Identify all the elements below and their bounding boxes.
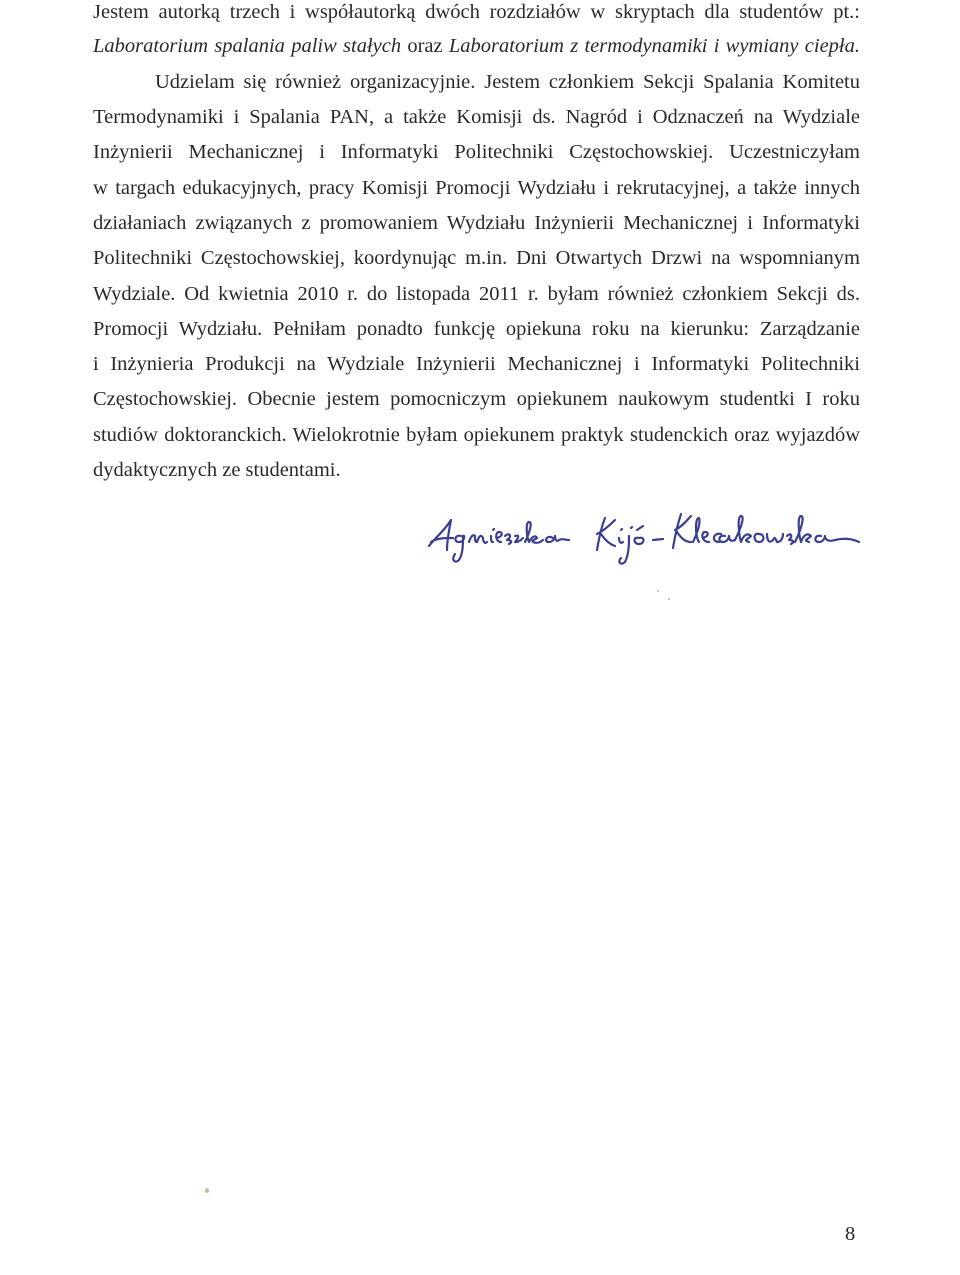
page-number: 8 — [845, 1223, 856, 1245]
text-line-3: Udzielam się również organizacyjnie. Jestem członkiem Sekcji Spalania Komitetu — [155, 71, 860, 93]
text-line-4: Termodynamiki i Spalania PAN, a także Komisji ds. Nagród i Odznaczeń na Wydziale — [93, 106, 860, 128]
scan-speck — [657, 590, 659, 592]
text-line-12: Częstochowskiej. Obecnie jestem pomocniczym opiekunem naukowym studentki I roku — [93, 388, 860, 410]
text-line-1: Jestem autorką trzech i współautorką dwóch rozdziałów w skryptach dla studentów pt.: — [93, 1, 860, 23]
text-line-7: działaniach związanych z promowaniem Wydziału Inżynierii Mechanicznej i Informatyki — [93, 212, 860, 234]
text-line-8: Politechniki Częstochowskiej, koordynując m.in. Dni Otwartych Drzwi na wspomnianym — [93, 247, 860, 269]
title-connector: oraz — [401, 35, 449, 57]
text-line-9: Wydziale. Od kwietnia 2010 r. do listopada 2011 r. byłam również członkiem Sekcji ds. — [93, 283, 860, 305]
scan-speck — [668, 598, 670, 600]
text-line-5: Inżynierii Mechanicznej i Informatyki Politechniki Częstochowskiej. Uczestniczyłam — [93, 141, 860, 163]
text-line-2 — [93, 34, 860, 58]
book-title-1: Laboratorium spalania paliw stałych — [93, 35, 402, 57]
handwritten-signature — [425, 508, 865, 578]
text-line-11: i Inżynieria Produkcji na Wydziale Inżynierii Mechanicznej i Informatyki Politechniki — [93, 353, 860, 375]
text-line-13: studiów doktoranckich. Wielokrotnie byłam opiekunem praktyk studenckich oraz wyjazdów — [93, 424, 860, 446]
text-line-10: Promocji Wydziału. Pełniłam ponadto funkcję opiekuna roku na kierunku: Zarządzanie — [93, 318, 860, 340]
text-line-14: dydaktycznych ze studentami. — [93, 459, 341, 481]
text-line-6: w targach edukacyjnych, pracy Komisji Promocji Wydziału i rekrutacyjnej, a także innych — [93, 177, 860, 199]
book-title-2: Laboratorium z termodynamiki i wymiany ciepła. — [448, 35, 860, 57]
scan-speck — [205, 1188, 209, 1193]
